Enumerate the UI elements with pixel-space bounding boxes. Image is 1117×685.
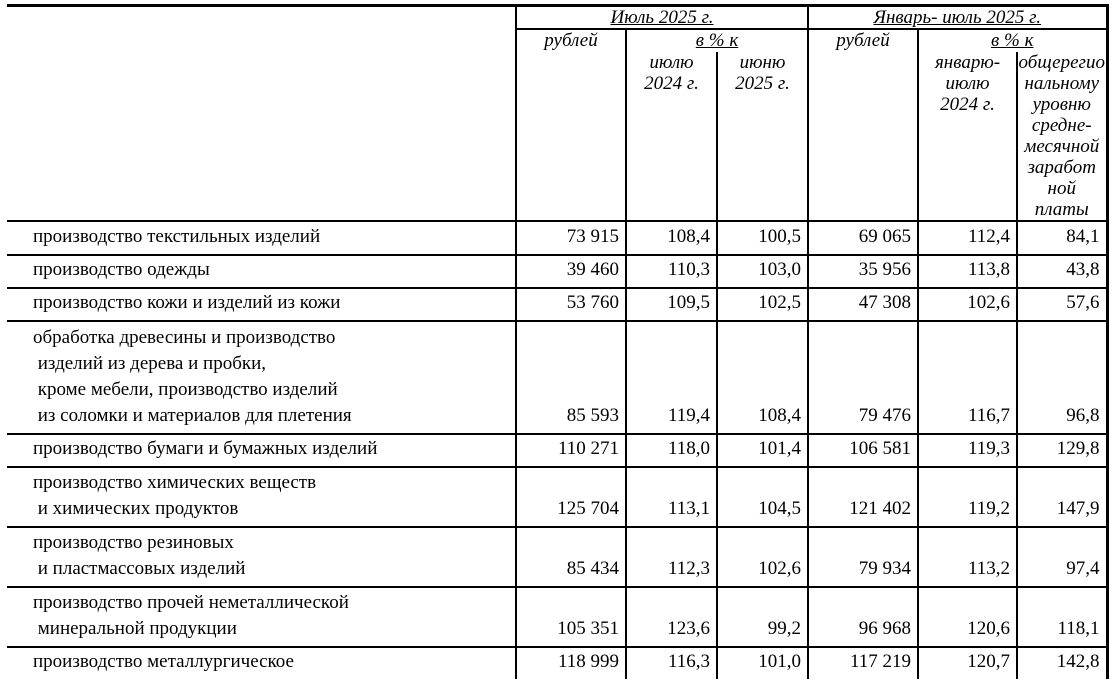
cell-rubles-ytd: 47 308 [808,288,918,321]
row-name [7,527,516,587]
cell-rubles-month: 39 460 [516,255,626,288]
header-rubles-month: рублей [516,29,626,221]
row-name-line: производство прочей неметаллической [33,592,349,613]
header-col-regional-line: общерегио [1018,52,1105,73]
cell-pct-jul2024: 112,3 [626,527,717,587]
wage-table [7,4,1109,679]
header-col-regional [1017,52,1107,221]
cell-pct-jun2025: 101,4 [717,434,808,467]
cell-rubles-ytd: 121 402 [808,467,918,527]
row-name-line: производство химических веществ [33,472,317,493]
header-col-regional-line: платы [1034,199,1089,220]
cell-pct-regional: 118,1 [1017,587,1107,647]
row-name-line: минеральной продукции [33,618,237,639]
row-name [7,288,516,321]
cell-pct-jul2024: 119,4 [626,321,717,434]
row-name [7,434,516,467]
row-name-line: производство кожи и изделий из кожи [33,292,341,313]
cell-pct-jul2024: 113,1 [626,467,717,527]
header-col-janjul2024: январю-июлю 2024 г. [918,52,1017,221]
cell-pct-regional: 142,8 [1017,647,1107,679]
cell-pct-janjul2024: 119,3 [918,434,1017,467]
row-name-line: производство одежды [33,259,210,280]
row-name [7,221,516,255]
cell-pct-jun2025: 103,0 [717,255,808,288]
cell-pct-jun2025: 102,5 [717,288,808,321]
cell-rubles-month: 110 271 [516,434,626,467]
cell-rubles-month: 53 760 [516,288,626,321]
header-rubles-ytd: рублей [808,29,918,221]
cell-pct-regional: 43,8 [1017,255,1107,288]
header-col-regional-line: средне- [1031,115,1092,136]
cell-pct-janjul2024: 119,2 [918,467,1017,527]
row-name-line: изделий из дерева и пробки, [33,353,267,374]
header-period-month: Июль 2025 г. [516,6,808,30]
row-name-line: обработка древесины и производство [33,327,336,348]
row-name-line: производство бумаги и бумажных изделий [33,438,378,459]
cell-pct-jul2024: 109,5 [626,288,717,321]
header-col-jul2024: июлю 2024 г. [626,52,717,221]
header-col-jun2025: июню 2025 г. [717,52,808,221]
cell-pct-regional: 84,1 [1017,221,1107,255]
header-col-regional-line: ной [1047,178,1076,199]
row-name [7,647,516,679]
row-name-line: и пластмассовых изделий [33,558,246,579]
cell-rubles-ytd: 79 476 [808,321,918,434]
cell-pct-janjul2024: 113,2 [918,527,1017,587]
cell-pct-jul2024: 116,3 [626,647,717,679]
row-name-line: и химических продуктов [33,498,239,519]
cell-rubles-month: 73 915 [516,221,626,255]
cell-rubles-month: 85 434 [516,527,626,587]
row-name [7,587,516,647]
table-row [7,434,1107,467]
header-col-regional-line: заработ [1027,157,1096,178]
cell-rubles-ytd: 106 581 [808,434,918,467]
cell-rubles-month: 85 593 [516,321,626,434]
row-name-line: производство металлургическое [33,651,294,672]
table-body [7,221,1107,679]
cell-rubles-ytd: 117 219 [808,647,918,679]
cell-pct-jun2025: 101,0 [717,647,808,679]
cell-pct-janjul2024: 102,6 [918,288,1017,321]
cell-pct-regional: 147,9 [1017,467,1107,527]
cell-rubles-month: 118 999 [516,647,626,679]
row-name [7,321,516,434]
header-col-regional-line: нальному [1024,73,1100,94]
cell-pct-janjul2024: 112,4 [918,221,1017,255]
table-row [7,321,1107,434]
table-row [7,221,1107,255]
table-row [7,527,1107,587]
header-percent-ytd: в % к [918,29,1107,52]
cell-rubles-month: 105 351 [516,587,626,647]
cell-pct-jul2024: 118,0 [626,434,717,467]
row-name-line: кроме мебели, производство изделий [33,379,338,400]
cell-pct-regional: 97,4 [1017,527,1107,587]
table-row [7,467,1107,527]
cell-pct-jun2025: 99,2 [717,587,808,647]
cell-rubles-ytd: 96 968 [808,587,918,647]
cell-pct-jul2024: 108,4 [626,221,717,255]
cell-rubles-ytd: 79 934 [808,527,918,587]
header-period-ytd: Январь- июль 2025 г. [808,6,1107,30]
row-name-line: производство резиновых [33,532,234,553]
row-name-line: производство текстильных изделий [33,226,321,247]
cell-pct-janjul2024: 120,6 [918,587,1017,647]
cell-pct-regional: 129,8 [1017,434,1107,467]
table-header [7,6,1107,222]
row-name [7,255,516,288]
cell-rubles-ytd: 35 956 [808,255,918,288]
table-row [7,255,1107,288]
cell-pct-janjul2024: 120,7 [918,647,1017,679]
cell-pct-janjul2024: 113,8 [918,255,1017,288]
row-name [7,467,516,527]
table-row [7,587,1107,647]
cell-pct-janjul2024: 116,7 [918,321,1017,434]
cell-pct-jun2025: 104,5 [717,467,808,527]
cell-pct-jun2025: 100,5 [717,221,808,255]
cell-pct-jun2025: 108,4 [717,321,808,434]
header-percent-month: в % к [626,29,808,52]
header-col-regional-line: месячной [1024,136,1100,157]
cell-rubles-ytd: 69 065 [808,221,918,255]
cell-pct-regional: 57,6 [1017,288,1107,321]
table-row [7,288,1107,321]
cell-pct-jun2025: 102,6 [717,527,808,587]
cell-pct-jul2024: 123,6 [626,587,717,647]
row-name-line: из соломки и материалов для плетения [33,405,352,426]
cell-pct-jul2024: 110,3 [626,255,717,288]
cell-pct-regional: 96,8 [1017,321,1107,434]
header-col-regional-line: уровню [1032,94,1091,115]
cell-rubles-month: 125 704 [516,467,626,527]
table-row [7,647,1107,679]
